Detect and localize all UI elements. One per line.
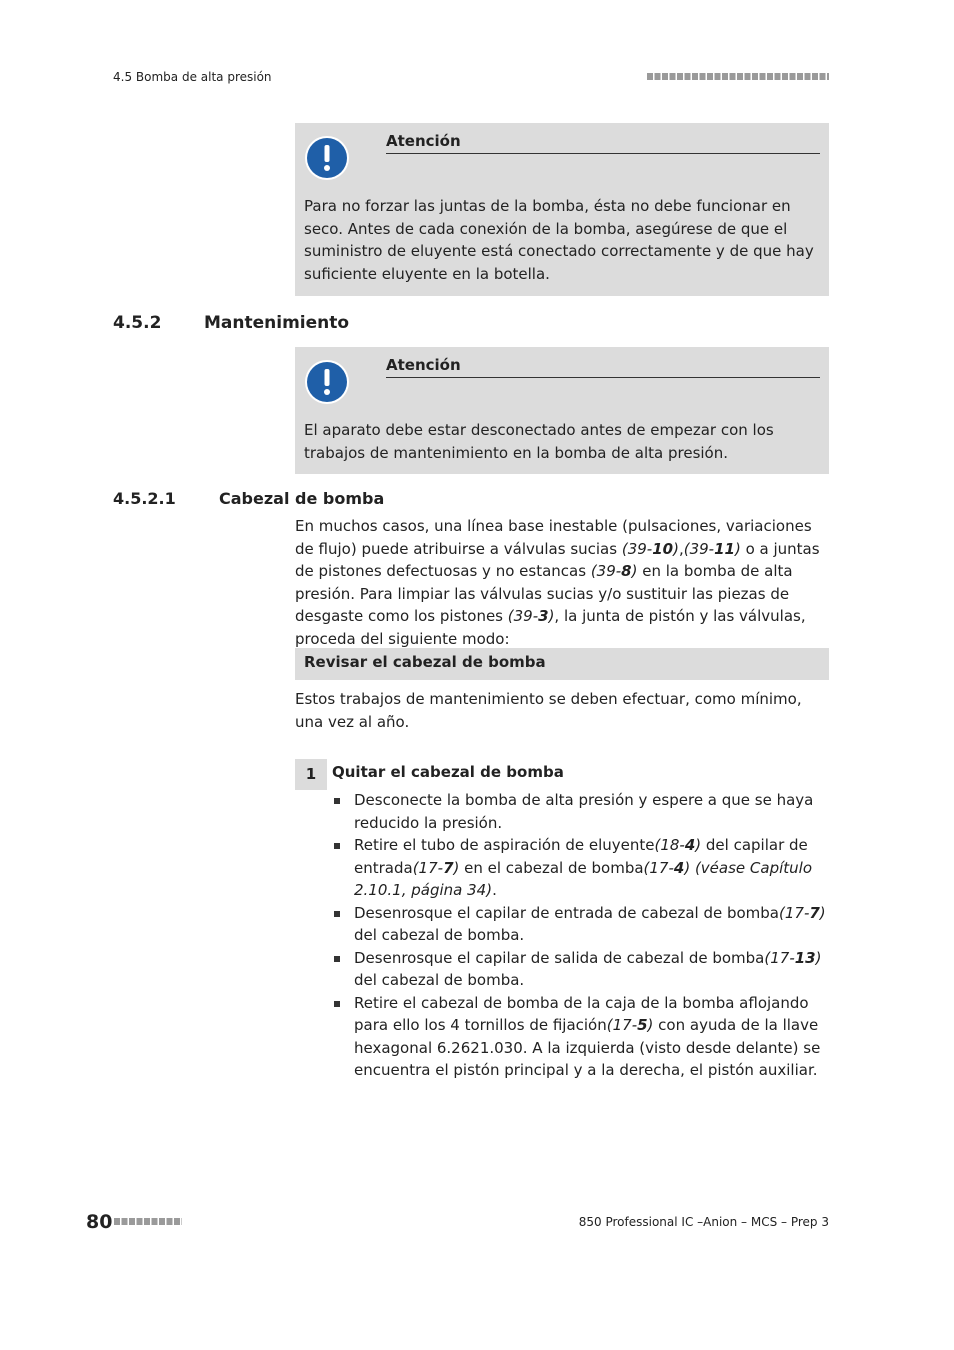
subsection-number: 4.5.2.1 [113,489,176,508]
subsection-title: Cabezal de bomba [219,489,385,508]
figure-ref: (39-11) [683,539,741,558]
notice-title: Atención [386,132,820,154]
footer-doc-title: 850 Professional IC –Anion – MCS – Prep 3 [578,1215,829,1229]
intro-paragraph: En muchos casos, una línea base inestable (pulsaciones, variaciones de flujo) puede atribuirse a válvulas sucias (39-10),(39-11) o a juntas de pistones defectuosas y no estancas (39-8) en la bomba de alta presión. Para limpiar las válvulas sucias y/o sustituir las piezas de desgaste como los pistones (39-3), la junta de pistón y las válvulas, proceda del siguiente modo: [295,517,820,648]
exclamation-icon [304,135,350,181]
section-heading [113,313,349,333]
figure-ref: (17-7) [779,903,826,922]
figure-ref: (17-4) [643,858,691,877]
chapter-link: (véase Capítulo 2.10.1, página 34) [354,858,813,899]
attention-notice-1 [295,123,829,296]
section-number: 4.5.2 [113,313,162,333]
step-number: 1 [295,759,327,790]
figure-ref: (39-10) [621,539,679,558]
notice-body: Para no forzar las juntas de la bomba, ésta no debe funcionar en seco. Antes de cada conexión de la bomba, asegúrese de que el suministro de eluyente está conectado correctamente y de que hay suficiente eluyente en la botella. [304,197,814,283]
figure-ref: (17-13) [764,948,822,967]
notice-title: Atención [386,356,820,378]
procedure-note: Estos trabajos de mantenimiento se deben efectuar, como mínimo, una vez al año. [295,690,802,731]
notice-body: El aparato debe estar desconectado antes de empezar con los trabajos de mantenimiento en la bomba de alta presión. [304,421,774,462]
figure-ref: (17-5) [606,1016,654,1034]
list-item: Retire el tubo de aspiración de eluyente(18-4) del capilar de entrada(17-7) en el cabezal de bomba(17-4) (véase Capítulo 2.10.1, página 34). [332,834,829,902]
procedure-title: Revisar el cabezal de bomba [304,653,546,671]
figure-ref: (39-8) [590,562,638,580]
list-item: Desconecte la bomba de alta presión y espere a que se haya reducido la presión. [332,789,829,834]
attention-notice-2 [295,347,829,474]
header-dot-rule [647,73,829,80]
figure-ref: (18-4) [654,836,702,854]
list-item: Retire el cabezal de bomba de la caja de la bomba aflojando para ello los 4 tornillos de fijación(17-5) con ayuda de la llave hexagonal 6.2621.030. A la izquierda (visto desde delante) se encuentra el pistón principal y a la derecha, el pistón auxiliar. [332,992,829,1082]
figure-ref: (39-3) [507,607,555,625]
section-title: Mantenimiento [204,313,350,333]
step-title: Quitar el cabezal de bomba [332,763,564,781]
procedure-title-bar [295,648,829,680]
subsection-heading [113,489,384,508]
list-item: Desenrosque el capilar de salida de cabezal de bomba(17-13) del cabezal de bomba. [332,947,829,992]
footer-dot-rule [114,1218,182,1225]
figure-ref: (17-7) [412,858,460,877]
running-header: 4.5 Bomba de alta presión [113,70,272,84]
page-number: 80 [86,1211,113,1233]
step-instructions [332,789,829,1082]
exclamation-icon [304,359,350,405]
list-item: Desenrosque el capilar de entrada de cabezal de bomba(17-7) del cabezal de bomba. [332,902,829,947]
